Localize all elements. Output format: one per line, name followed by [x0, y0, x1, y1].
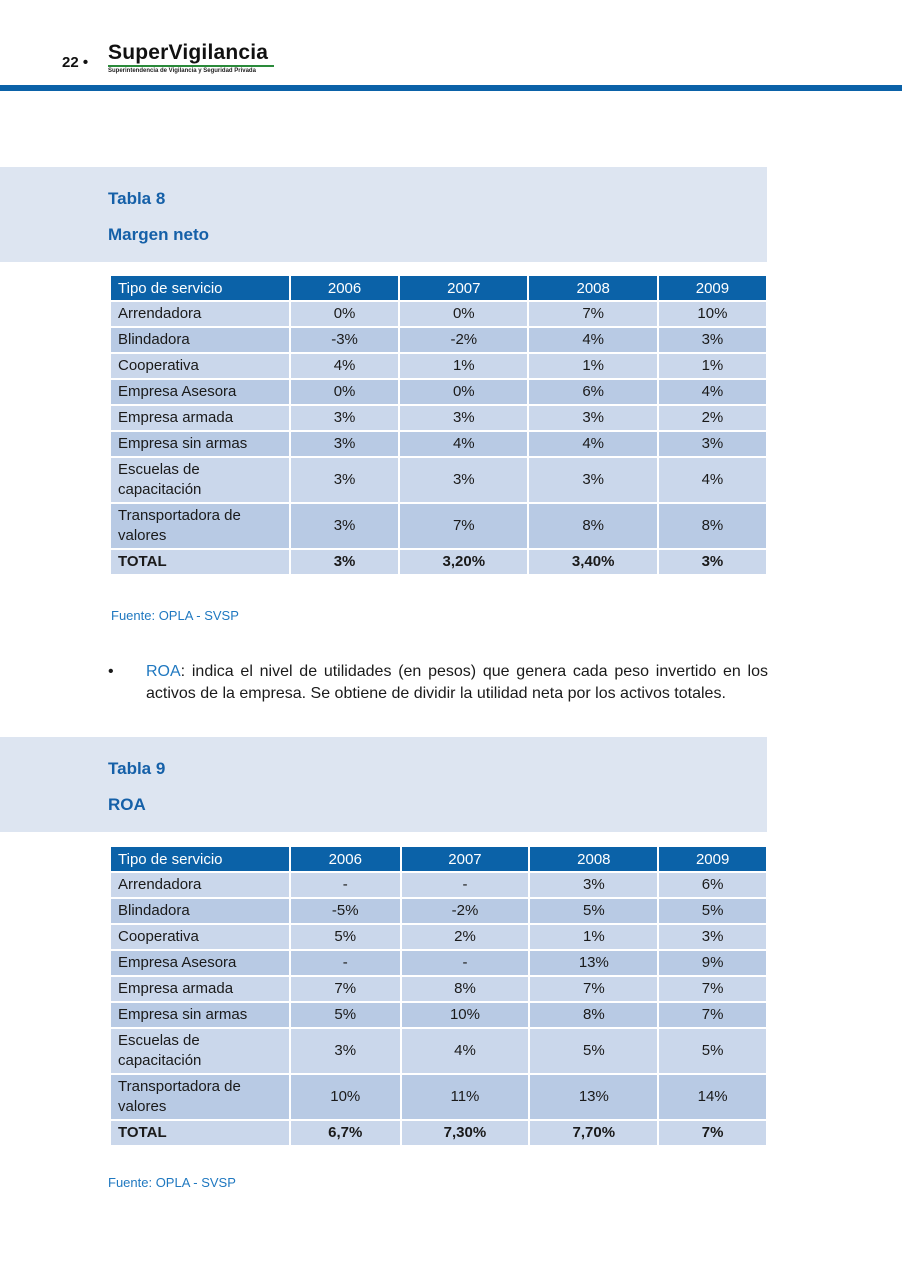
table-row [110, 1002, 767, 1028]
value-cell: -2% [399, 327, 528, 353]
table-row [110, 431, 767, 457]
value-cell: 3% [528, 457, 657, 503]
value-cell: 3% [658, 549, 767, 575]
value-cell: 0% [290, 301, 399, 327]
table-8-caption [0, 167, 767, 262]
value-cell: 5% [290, 924, 401, 950]
table-header-row [110, 275, 767, 301]
value-cell: 10% [290, 1074, 401, 1120]
value-cell: 3% [529, 872, 658, 898]
column-header: 2009 [658, 846, 767, 872]
service-type-cell: Cooperativa [110, 924, 290, 950]
total-row [110, 549, 767, 575]
value-cell: 7% [658, 1120, 767, 1146]
table-row [110, 457, 767, 503]
column-header: 2007 [399, 275, 528, 301]
value-cell: 5% [290, 1002, 401, 1028]
value-cell: 11% [401, 1074, 530, 1120]
roa-table [109, 845, 768, 1147]
service-type-cell: Empresa sin armas [110, 431, 290, 457]
value-cell: 7% [658, 976, 767, 1002]
value-cell: - [290, 872, 401, 898]
table-label: Tabla 8 [108, 189, 166, 208]
header-divider [0, 85, 902, 91]
value-cell: 3% [290, 1028, 401, 1074]
value-cell: 8% [658, 503, 767, 549]
value-cell: 6,7% [290, 1120, 401, 1146]
service-type-cell: Empresa armada [110, 976, 290, 1002]
table-row [110, 924, 767, 950]
column-header: 2006 [290, 275, 399, 301]
logo-rule [108, 65, 274, 67]
value-cell: 2% [401, 924, 530, 950]
service-type-cell: Arrendadora [110, 301, 290, 327]
value-cell: 0% [399, 301, 528, 327]
bullet-icon: • [108, 663, 114, 680]
value-cell: 3% [658, 327, 767, 353]
value-cell: 8% [528, 503, 657, 549]
service-type-cell: TOTAL [110, 549, 290, 575]
service-type-cell: Empresa sin armas [110, 1002, 290, 1028]
table-row [110, 872, 767, 898]
table-row [110, 503, 767, 549]
value-cell: 6% [528, 379, 657, 405]
table-row [110, 301, 767, 327]
value-cell: 0% [290, 379, 399, 405]
logo-subtitle: Superintendencia de Vigilancia y Seguridad Privada [108, 68, 256, 74]
value-cell: 3% [290, 457, 399, 503]
margen-neto-table [109, 274, 768, 576]
value-cell: 3% [399, 457, 528, 503]
value-cell: 14% [658, 1074, 767, 1120]
table-title: ROA [108, 795, 146, 814]
value-cell: 7,70% [529, 1120, 658, 1146]
service-type-cell: Arrendadora [110, 872, 290, 898]
table-row [110, 405, 767, 431]
value-cell: 7% [399, 503, 528, 549]
value-cell: 7% [528, 301, 657, 327]
value-cell: 4% [528, 431, 657, 457]
service-type-cell: Escuelas de capacitación [110, 457, 290, 503]
column-header: Tipo de servicio [110, 846, 290, 872]
bullet-text: : indica el nivel de utilidades (en pesos) que genera cada peso invertido en los activos de la empresa. Se obtiene de dividir la utilidad neta por los activos totales. [146, 663, 768, 702]
value-cell: 4% [290, 353, 399, 379]
table-row [110, 898, 767, 924]
service-type-cell: Empresa armada [110, 405, 290, 431]
table-source: Fuente: OPLA - SVSP [111, 608, 239, 623]
value-cell: 13% [529, 1074, 658, 1120]
value-cell: 3% [290, 405, 399, 431]
value-cell: 3% [399, 405, 528, 431]
value-cell: 7% [529, 976, 658, 1002]
value-cell: 8% [401, 976, 530, 1002]
value-cell: 10% [658, 301, 767, 327]
table-title: Margen neto [108, 225, 210, 244]
total-row [110, 1120, 767, 1146]
page-number: 22 • [62, 54, 89, 71]
table-row [110, 976, 767, 1002]
column-header: Tipo de servicio [110, 275, 290, 301]
table-row [110, 1028, 767, 1074]
value-cell: 5% [658, 1028, 767, 1074]
value-cell: 13% [529, 950, 658, 976]
value-cell: 3% [658, 431, 767, 457]
value-cell: 4% [528, 327, 657, 353]
table-row [110, 353, 767, 379]
value-cell: 1% [399, 353, 528, 379]
table-row [110, 327, 767, 353]
table-row [110, 1074, 767, 1120]
value-cell: 3% [290, 503, 399, 549]
value-cell: 5% [658, 898, 767, 924]
value-cell: - [290, 950, 401, 976]
value-cell: 6% [658, 872, 767, 898]
value-cell: 1% [529, 924, 658, 950]
service-type-cell: Blindadora [110, 327, 290, 353]
service-type-cell: TOTAL [110, 1120, 290, 1146]
value-cell: 2% [658, 405, 767, 431]
value-cell: 10% [401, 1002, 530, 1028]
value-cell: -3% [290, 327, 399, 353]
service-type-cell: Transportadora de valores [110, 1074, 290, 1120]
value-cell: 3% [290, 549, 399, 575]
value-cell: 0% [399, 379, 528, 405]
table-row [110, 379, 767, 405]
value-cell: 4% [399, 431, 528, 457]
value-cell: - [401, 950, 530, 976]
table-label: Tabla 9 [108, 759, 166, 778]
table-row [110, 950, 767, 976]
table-header-row [110, 846, 767, 872]
service-type-cell: Empresa Asesora [110, 379, 290, 405]
service-type-cell: Escuelas de capacitación [110, 1028, 290, 1074]
column-header: 2009 [658, 275, 767, 301]
value-cell: 7% [290, 976, 401, 1002]
table-source: Fuente: OPLA - SVSP [108, 1175, 236, 1190]
value-cell: 7,30% [401, 1120, 530, 1146]
value-cell: 9% [658, 950, 767, 976]
value-cell: 5% [529, 1028, 658, 1074]
value-cell: 4% [658, 457, 767, 503]
service-type-cell: Cooperativa [110, 353, 290, 379]
supervigilancia-logo [108, 42, 274, 74]
bullet-term: ROA [146, 663, 181, 680]
value-cell: - [401, 872, 530, 898]
column-header: 2007 [401, 846, 530, 872]
value-cell: 7% [658, 1002, 767, 1028]
column-header: 2008 [529, 846, 658, 872]
column-header: 2006 [290, 846, 401, 872]
value-cell: -5% [290, 898, 401, 924]
logo-title: SuperVigilancia [108, 41, 269, 64]
value-cell: 1% [658, 353, 767, 379]
table-9-caption [0, 737, 767, 832]
value-cell: 1% [528, 353, 657, 379]
service-type-cell: Transportadora de valores [110, 503, 290, 549]
value-cell: 3,20% [399, 549, 528, 575]
value-cell: 4% [658, 379, 767, 405]
value-cell: 3% [290, 431, 399, 457]
service-type-cell: Empresa Asesora [110, 950, 290, 976]
service-type-cell: Blindadora [110, 898, 290, 924]
value-cell: 3,40% [528, 549, 657, 575]
value-cell: 3% [658, 924, 767, 950]
value-cell: 8% [529, 1002, 658, 1028]
value-cell: 3% [528, 405, 657, 431]
value-cell: -2% [401, 898, 530, 924]
roa-bullet [108, 661, 768, 705]
value-cell: 5% [529, 898, 658, 924]
value-cell: 4% [401, 1028, 530, 1074]
column-header: 2008 [528, 275, 657, 301]
